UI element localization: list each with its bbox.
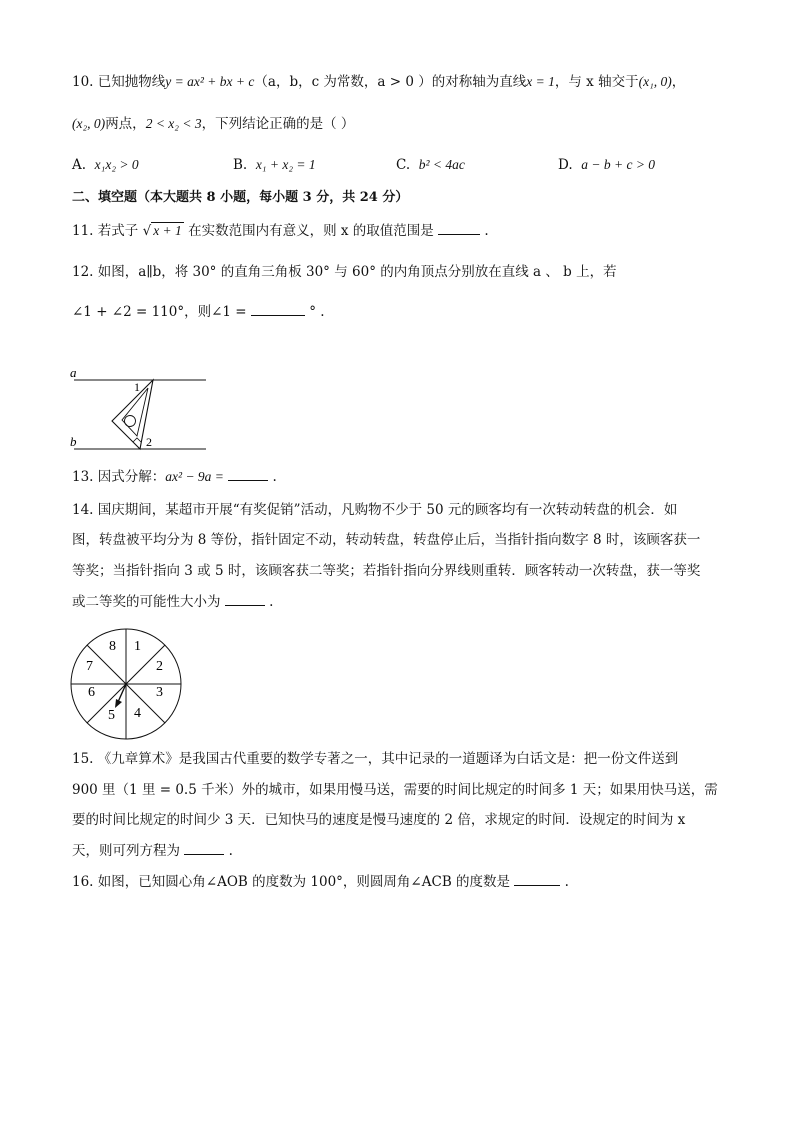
q13-number: 13. [72, 469, 94, 485]
label-b: b [70, 434, 77, 449]
q15-line2: 900 里（1 里 = 0.5 千米）外的城市，如果用慢马送，需要的时间比规定的时间多 1 天；如果用快马送，需 [72, 782, 718, 798]
q15-end: . [228, 843, 233, 859]
q10-point1: (x₁, 0) [638, 74, 672, 89]
q10-option-c[interactable] [396, 155, 465, 175]
q10-option-b-label: B. [233, 157, 248, 173]
q10-tail: ，下列结论正确的是（ ） [201, 116, 355, 132]
q15-line4 [72, 841, 233, 861]
q10-option-a-text: x₁x₂ > 0 [94, 157, 139, 172]
q15-line1 [72, 749, 678, 769]
ruler-hole-icon [125, 416, 136, 427]
q10-equation: y = ax² + bx + c [165, 74, 255, 89]
q10-option-d-label: D. [558, 157, 573, 173]
section2-title: 二、填空题（本大题共 8 小题，每小题 3 分，共 24 分） [72, 190, 409, 205]
q12-text1: 如图，a∥b，将 30° 的直角三角板 30° 与 60° 的内角顶点分别放在直线 a 、 b 上，若 [97, 264, 617, 280]
q16-end: . [564, 874, 569, 890]
pointer-icon [118, 684, 126, 702]
q14-line4 [72, 592, 273, 612]
q10-pre: 已知抛物线 [97, 74, 166, 90]
q12-text2: ∠1 + ∠2 = 110°，则∠1 = [72, 304, 247, 320]
q12-line1 [72, 262, 617, 282]
q12-end: ° . [309, 304, 325, 320]
q11-line [72, 221, 489, 241]
q10-condition: 2 < x₂ < 3 [145, 116, 202, 131]
q11-answer-blank[interactable] [438, 222, 480, 235]
q10-paren: （a，b，c 为常数，a > 0 ） [254, 74, 432, 90]
q10-option-d[interactable] [558, 155, 655, 175]
q15-text1: 《九章算术》是我国古代重要的数学专著之一，其中记录的一道题译为白话文是：把一份文件送到 [97, 751, 679, 767]
q11-number: 11. [72, 223, 94, 239]
q13-pre: 因式分解： [97, 469, 166, 485]
q13-end: . [272, 469, 277, 485]
angle-1-label: 1 [134, 380, 140, 394]
q16-text: 如图，已知圆心角∠AOB 的度数为 100°，则圆周角∠ACB 的度数是 [97, 874, 511, 890]
angle-2-label: 2 [146, 435, 152, 449]
q10-cross-text: ，与 x 轴交于 [554, 74, 639, 90]
q10-point2: (x₂, 0) [72, 116, 106, 131]
q11-tail: 在实数范围内有意义，则 x 的取值范围是 [188, 223, 434, 239]
q13-line [72, 467, 277, 487]
q14-line1 [72, 500, 677, 520]
q15-line3: 要的时间比规定的时间少 3 天．已知快马的速度是慢马速度的 2 倍，求规定的时间．设规定的时间为 x [72, 812, 686, 828]
q16-number: 16. [72, 874, 94, 890]
q14-line3: 等奖；当指针指向 3 或 5 时，该顾客获二等奖；若指针指向分界线则重转．顾客转动一次转盘，获一等奖 [72, 563, 701, 579]
q10-option-a[interactable] [72, 155, 139, 175]
q16-line [72, 872, 569, 892]
q10-axis-text: 的对称轴为直线 [431, 74, 527, 90]
q14-wheel [68, 626, 188, 746]
q15-text4: 天，则可列方程为 [72, 843, 180, 859]
q10-option-d-text: a − b + c > 0 [581, 157, 656, 172]
q10-option-a-label: A. [72, 157, 87, 173]
wheel-number-7: 7 [86, 659, 93, 674]
wheel-number-5: 5 [108, 708, 115, 723]
q16-answer-blank[interactable] [514, 873, 560, 886]
q12-figure [62, 360, 222, 460]
q14-answer-blank[interactable] [225, 593, 265, 606]
q10-option-c-label: C. [396, 157, 411, 173]
q10-number: 10. [72, 74, 94, 90]
right-angle-mark [133, 438, 141, 442]
pointer-arrow-icon [115, 699, 122, 708]
wheel-number-3: 3 [156, 685, 163, 700]
wheel-number-6: 6 [88, 685, 95, 700]
q10-line1: 10. 已知抛物线y = ax² + bx + c（a，b，c 为常数，a > 0 ）的对称轴为直线x = 1，与 x 轴交于(x₁, 0)， [72, 74, 686, 90]
q10-option-b-text: x₁ + x₂ = 1 [255, 157, 316, 172]
q14-end: . [269, 594, 274, 610]
q11-pre: 若式子 [97, 223, 139, 239]
q10-two-points: 两点， [105, 116, 146, 132]
q10-option-c-text: b² < 4ac [418, 157, 465, 172]
q10-line2 [72, 114, 354, 134]
wheel-number-4: 4 [134, 706, 141, 721]
q14-number: 14. [72, 502, 94, 518]
q13-expr: ax² − 9a = [165, 469, 224, 484]
q12-line2 [72, 302, 325, 322]
q12-answer-blank[interactable] [251, 303, 305, 316]
q14-line2: 图，转盘被平均分为 8 等份，指针固定不动，转动转盘，转盘停止后，当指针指向数字 8 时，该顾客获一 [72, 532, 701, 548]
wheel-number-1: 1 [134, 639, 141, 654]
sqrt-sign-icon: √ [142, 223, 152, 239]
q14-text1: 国庆期间，某超市开展“有奖促销”活动，凡购物不少于 50 元的顾客均有一次转动转盘的机会．如 [97, 502, 678, 518]
q12-number: 12. [72, 264, 94, 280]
q11-end: . [484, 223, 489, 239]
wheel-number-2: 2 [156, 659, 163, 674]
q15-answer-blank[interactable] [184, 842, 224, 855]
q10-axis-eq: x = 1 [526, 74, 555, 89]
q10-option-b[interactable] [233, 155, 316, 175]
q15-number: 15. [72, 751, 94, 767]
q13-answer-blank[interactable] [228, 468, 268, 481]
q14-text4: 或二等奖的可能性大小为 [72, 594, 221, 610]
wheel-number-8: 8 [109, 639, 116, 654]
q11-radicand: x + 1 [153, 223, 182, 238]
label-a: a [70, 365, 77, 380]
